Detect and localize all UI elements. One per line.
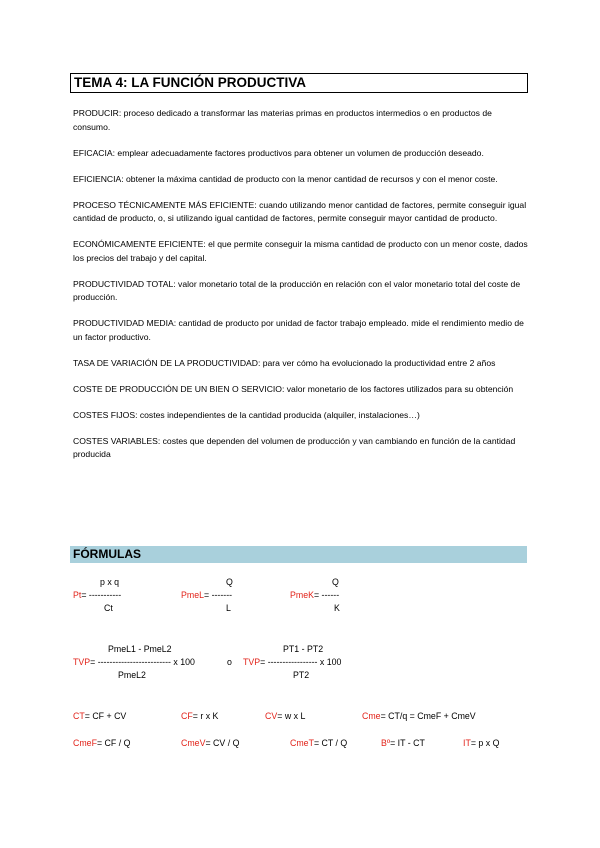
definition-proceso-tecnicamente: [73, 199, 529, 226]
formula-cv: [265, 711, 305, 722]
formula-it: [463, 738, 499, 749]
definition-text: cantidad de producto por unidad de factor trabajo empleado. mide el rendimiento medio de un factor productivo.: [73, 318, 524, 342]
tvp-a-formula: [73, 657, 195, 668]
definition-term: EFICACIA:: [73, 147, 116, 158]
definition-term: PRODUCTIVIDAD MEDIA:: [73, 318, 177, 328]
definition-costes-fijos: [73, 409, 529, 423]
definition-text: emplear adecuadamente factores productivos para obtener un volumen de producción deseado.: [115, 147, 484, 158]
definition-text: obtener la máxima cantidad de producto con la menor cantidad de recursos y con el menor coste.: [123, 173, 498, 184]
definition-term: COSTES FIJOS:: [73, 409, 138, 420]
formula-expression: = CT/q = CmeF + CmeV: [380, 711, 476, 721]
definition-productividad-media: [73, 317, 529, 344]
formulas-heading: FÓRMULAS: [73, 547, 141, 561]
pt-numerator: p x q: [100, 577, 120, 587]
definition-economicamente: [73, 238, 529, 265]
formula-cmef: [73, 738, 130, 749]
pmek-denominator: K: [334, 603, 340, 613]
pmek-formula: [290, 590, 339, 601]
definition-term: ECONÓMICAMENTE EFICIENTE:: [73, 239, 206, 249]
definition-text: valor monetario de los factores utilizados para su obtención: [284, 383, 514, 394]
pt-fraction-line: = -----------: [81, 590, 122, 600]
formula-label: CT: [73, 711, 85, 721]
tvp-or: o: [227, 657, 232, 667]
pt-label: Pt: [73, 590, 82, 600]
tvp-a-fraction-line: = ------------------------- x 100: [90, 657, 195, 667]
formula-cmet: [290, 738, 347, 749]
definitions-list: [73, 107, 529, 474]
formula-label: CF: [181, 711, 193, 721]
pmel-formula: [181, 590, 232, 601]
definition-term: EFICIENCIA:: [73, 173, 124, 184]
formula-label: CmeT: [290, 738, 314, 748]
tvp-b-numerator: PT1 - PT2: [283, 644, 324, 654]
formula-expression: = CF / Q: [96, 738, 131, 748]
pt-denominator: Ct: [104, 603, 113, 613]
pmel-label: PmeL: [181, 590, 204, 600]
formula-label: CV: [265, 711, 278, 721]
tvp-a-denominator: PmeL2: [118, 670, 146, 680]
page-title: TEMA 4: LA FUNCIÓN PRODUCTIVA: [74, 75, 306, 90]
definition-text: costes que dependen del volumen de producción y van cambiando en función de la cantidad producida: [73, 435, 516, 459]
pmel-numerator: Q: [226, 577, 233, 587]
definition-term: PRODUCIR:: [73, 108, 122, 118]
definition-text: valor monetario total de la producción en relación con el valor monetario total del coste de producción.: [73, 278, 521, 302]
definition-term: TASA DE VARIACIÓN DE LA PRODUCTIVIDAD:: [73, 357, 261, 368]
formula-expression: = CT / Q: [313, 738, 348, 748]
formula-expression: = r x K: [192, 711, 219, 721]
pmel-fraction-line: = -------: [203, 590, 233, 600]
definition-eficacia: [73, 147, 529, 161]
pmek-fraction-line: = ------: [313, 590, 340, 600]
definition-producir: [73, 107, 529, 134]
tvp-b-formula: [243, 657, 341, 668]
formula-label: Cme: [362, 711, 381, 721]
definition-term: COSTE DE PRODUCCIÓN DE UN BIEN O SERVICIO:: [73, 383, 285, 394]
formula-expression: = CF + CV: [84, 711, 127, 721]
formula-label: Bº: [381, 738, 391, 748]
formula-cme: [362, 711, 476, 722]
formula-cmev: [181, 738, 239, 749]
formula-ct: [73, 711, 126, 722]
tvp-b-fraction-line: = ----------------- x 100: [260, 657, 342, 667]
definition-text: el que permite conseguir la misma cantidad de producto con un menor coste, dados los precios del trabajo y del capital.: [73, 239, 528, 263]
pmel-denominator: L: [226, 603, 231, 613]
formula-beneficio: [381, 738, 425, 749]
formulas-heading-bar: [70, 546, 527, 563]
tvp-a-numerator: PmeL1 - PmeL2: [108, 644, 172, 654]
formula-expression: = w x L: [277, 711, 306, 721]
definition-costes-variables: [73, 435, 529, 462]
definition-text: para ver cómo ha evolucionado la productividad entre 2 años: [260, 357, 496, 368]
formula-label: IT: [463, 738, 471, 748]
page-title-box: [70, 73, 528, 93]
definition-term: COSTES VARIABLES:: [73, 435, 161, 446]
pmek-numerator: Q: [332, 577, 339, 587]
tvp-b-label: TVP: [243, 657, 261, 667]
pmek-label: PmeK: [290, 590, 314, 600]
formula-label: CmeV: [181, 738, 206, 748]
definition-term: PROCESO TÉCNICAMENTE MÁS EFICIENTE:: [73, 199, 257, 210]
formula-cf: [181, 711, 218, 722]
formula-expression: = CV / Q: [205, 738, 240, 748]
formula-expression: = p x Q: [470, 738, 500, 748]
definition-eficiencia: [73, 173, 529, 187]
definition-coste-produccion: [73, 383, 529, 397]
definition-text: cuando utilizando menor cantidad de factores, permite conseguir igual cantidad de producto, o, si utilizando igual cantidad de factores, permite conseguir mayor cantidad de producto.: [73, 199, 527, 223]
formula-label: CmeF: [73, 738, 97, 748]
pt-formula: [73, 590, 121, 601]
formula-expression: = IT - CT: [390, 738, 425, 748]
definition-text: costes independientes de la cantidad producida (alquiler, instalaciones…): [137, 409, 420, 420]
tvp-a-label: TVP: [73, 657, 91, 667]
definition-text: proceso dedicado a transformar las materias primas en productos intermedios o en productos de consumo.: [73, 108, 492, 132]
definition-productividad-total: [73, 278, 529, 305]
definition-term: PRODUCTIVIDAD TOTAL:: [73, 278, 176, 289]
definition-tasa-variacion: [73, 357, 529, 371]
tvp-b-denominator: PT2: [293, 670, 310, 680]
